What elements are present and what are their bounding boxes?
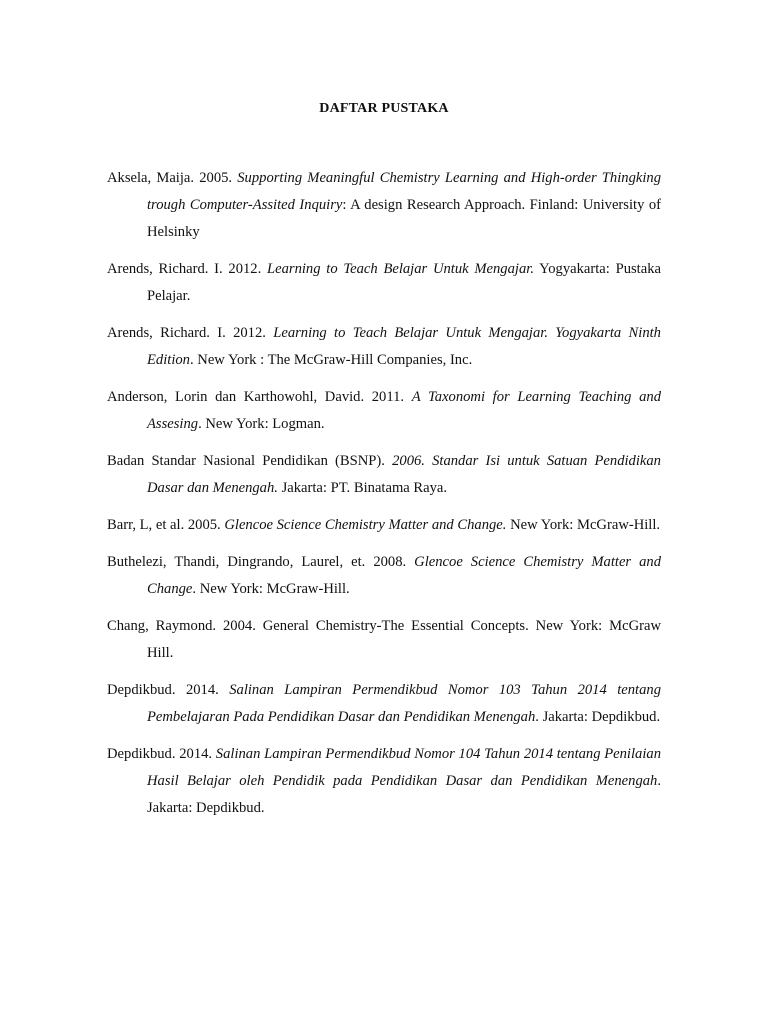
reference-entry	[107, 512, 661, 539]
reference-entry	[107, 320, 661, 374]
reference-text: Arends, Richard. I. 2012.	[107, 325, 274, 341]
reference-text: Chang, Raymond. 2004. General Chemistry-The Essential Concepts. New York: McGraw Hill.	[107, 618, 661, 661]
reference-entry	[107, 613, 661, 667]
reference-entry	[107, 165, 661, 246]
reference-text: : A design Research Approach. Finland: University of Helsinky	[147, 197, 661, 240]
reference-text: Anderson, Lorin dan Karthowohl, David. 2011.	[107, 389, 412, 405]
reference-text: . Jakarta: Depdikbud.	[147, 773, 661, 816]
reference-text: . New York: Logman.	[198, 416, 325, 432]
reference-text: Buthelezi, Thandi, Dingrando, Laurel, et. 2008.	[107, 554, 415, 570]
reference-text: Aksela, Maija. 2005.	[107, 170, 238, 186]
reference-text: . New York : The McGraw-Hill Companies, Inc.	[189, 352, 473, 368]
reference-list	[107, 165, 661, 832]
reference-title: Learning to Teach Belajar Untuk Mengajar. Yogyakarta Ninth Edition	[147, 325, 661, 368]
reference-entry	[107, 677, 661, 731]
reference-entry	[107, 384, 661, 438]
reference-text: Depdikbud. 2014.	[107, 746, 216, 762]
reference-text: . New York: McGraw-Hill.	[192, 581, 350, 597]
reference-title: A Taxonomi for Learning Teaching and Assesing	[147, 389, 661, 432]
reference-entry	[107, 448, 661, 502]
reference-title: 2006. Standar Isi untuk Satuan Pendidikan Dasar dan Menengah.	[147, 453, 661, 496]
reference-text: Depdikbud. 2014.	[107, 682, 230, 698]
page-title: DAFTAR PUSTAKA	[319, 101, 449, 116]
reference-text: Yogyakarta: Pustaka Pelajar.	[147, 261, 661, 304]
reference-entry	[107, 256, 661, 310]
reference-text: . Jakarta: Depdikbud.	[535, 709, 661, 725]
reference-title: Supporting Meaningful Chemistry Learning and High-order Thingking trough Computer-Assited Inquiry	[147, 170, 661, 213]
reference-text: Badan Standar Nasional Pendidikan (BSNP).	[107, 453, 393, 469]
reference-title: Learning to Teach Belajar Untuk Mengajar.	[267, 261, 534, 277]
reference-title: Salinan Lampiran Permendikbud Nomor 103 Tahun 2014 tentang Pembelajaran Pada Pendidikan Dasar dan Pendidikan Menengah	[147, 682, 661, 725]
reference-entry	[107, 741, 661, 822]
reference-title: Glencoe Science Chemistry Matter and Change.	[224, 517, 507, 533]
reference-text: New York: McGraw-Hill.	[506, 517, 661, 533]
reference-entry	[107, 549, 661, 603]
reference-text: Arends, Richard. I. 2012.	[107, 261, 267, 277]
reference-text: Barr, L, et al. 2005.	[107, 517, 225, 533]
reference-title: Glencoe Science Chemistry Matter and Change	[147, 554, 661, 597]
reference-title: Salinan Lampiran Permendikbud Nomor 104 Tahun 2014 tentang Penilaian Hasil Belajar oleh Pendidik pada Pendidikan Dasar dan Pendidikan Menengah	[147, 746, 661, 789]
reference-text: Jakarta: PT. Binatama Raya.	[277, 480, 448, 496]
